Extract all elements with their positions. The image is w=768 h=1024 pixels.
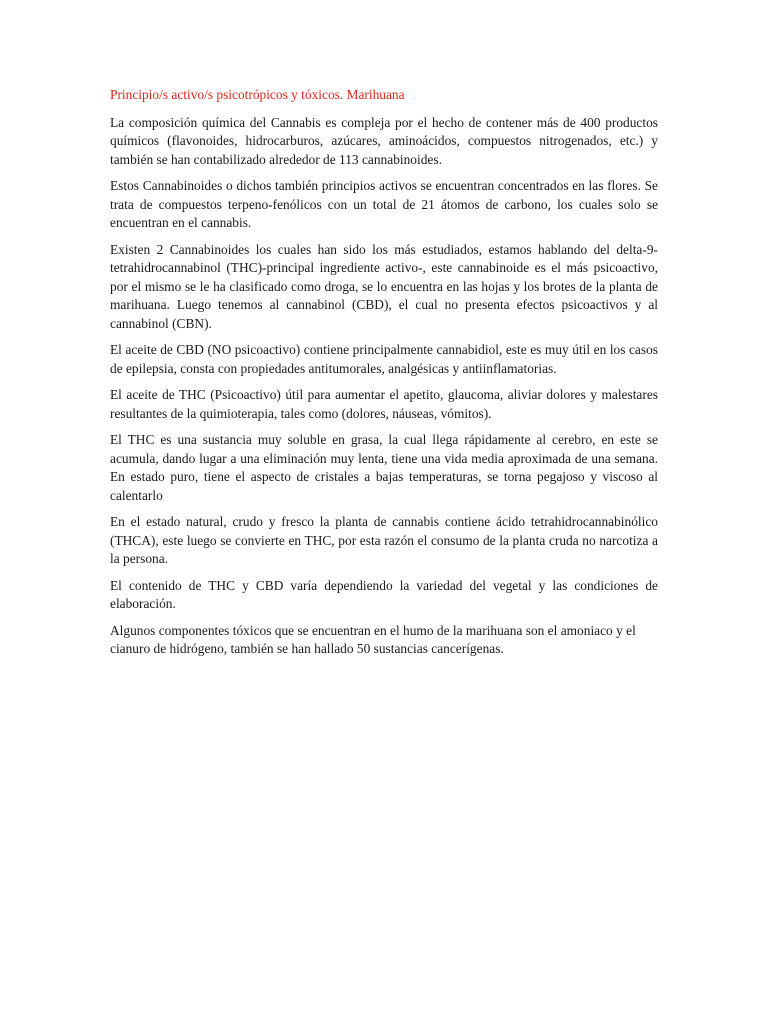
paragraph-toxic-components: Algunos componentes tóxicos que se encuentran en el humo de la marihuana son el amoniaco y el cianuro de hidrógeno, también se han hallado 50 sustancias cancerígenas.: [110, 622, 636, 656]
paragraph-content-variation: El contenido de THC y CBD varía dependiendo la variedad del vegetal y las condiciones de elaboración.: [110, 577, 658, 611]
document-body: [110, 86, 658, 667]
paragraph-cbd-oil: El aceite de CBD (NO psicoactivo) contiene principalmente cannabidiol, este es muy útil en los casos de epilepsia, consta con propiedades antitumorales, analgésicas y antiinflamatorias.: [110, 342, 658, 376]
document-title: Principio/s activo/s psicotrópicos y tóxicos. Marihuana: [110, 87, 405, 102]
paragraph-thc-oil: El aceite de THC (Psicoactivo) útil para aumentar el apetito, glaucoma, aliviar dolores y malestares resultantes de la quimioterapia, tales como (dolores, náuseas, vómitos).: [110, 387, 658, 421]
paragraph-composition: La composición química del Cannabis es compleja por el hecho de contener más de 400 productos químicos (flavonoides, hidrocarburos, azúcares, aminoácidos, compuestos nitrogenados, etc.) y también se han contabilizado alrededor de 113 cannabinoides.: [110, 114, 658, 167]
paragraph-cannabinoids: Estos Cannabinoides o dichos también principios activos se encuentran concentrados en las flores. Se trata de compuestos terpeno-fenólicos con un total de 21 átomos de carbono, los cuales solo se encuentran en el cannabis.: [110, 178, 658, 230]
paragraph-thc-solubility: El THC es una sustancia muy soluble en grasa, la cual llega rápidamente al cerebro, en este se acumula, dando lugar a una eliminación muy lenta, tiene una vida media aproximada de una semana. En estado puro, tiene el aspecto de cristales a bajas temperaturas, se torna pegajoso y viscoso al calentarlo: [110, 432, 658, 503]
paragraph-thc-cbd: Existen 2 Cannabinoides los cuales han sido los más estudiados, estamos hablando del delta-9-tetrahidrocannabinol (THC)-principal ingrediente activo-, este cannabinoide es el más psicoactivo, por el mismo se le ha clasificado como droga, se lo encuentra en las hojas y los brotes de la planta de marihuana. Luego tenemos al cannabinol (CBD), el cual no presenta efectos psicoactivos y al cannabinol (CBN).: [110, 241, 658, 331]
paragraph-thca: En el estado natural, crudo y fresco la planta de cannabis contiene ácido tetrahidrocannabinólico (THCA), este luego se convierte en THC, por esta razón el consumo de la planta cruda no narcotiza a la persona.: [110, 514, 658, 566]
